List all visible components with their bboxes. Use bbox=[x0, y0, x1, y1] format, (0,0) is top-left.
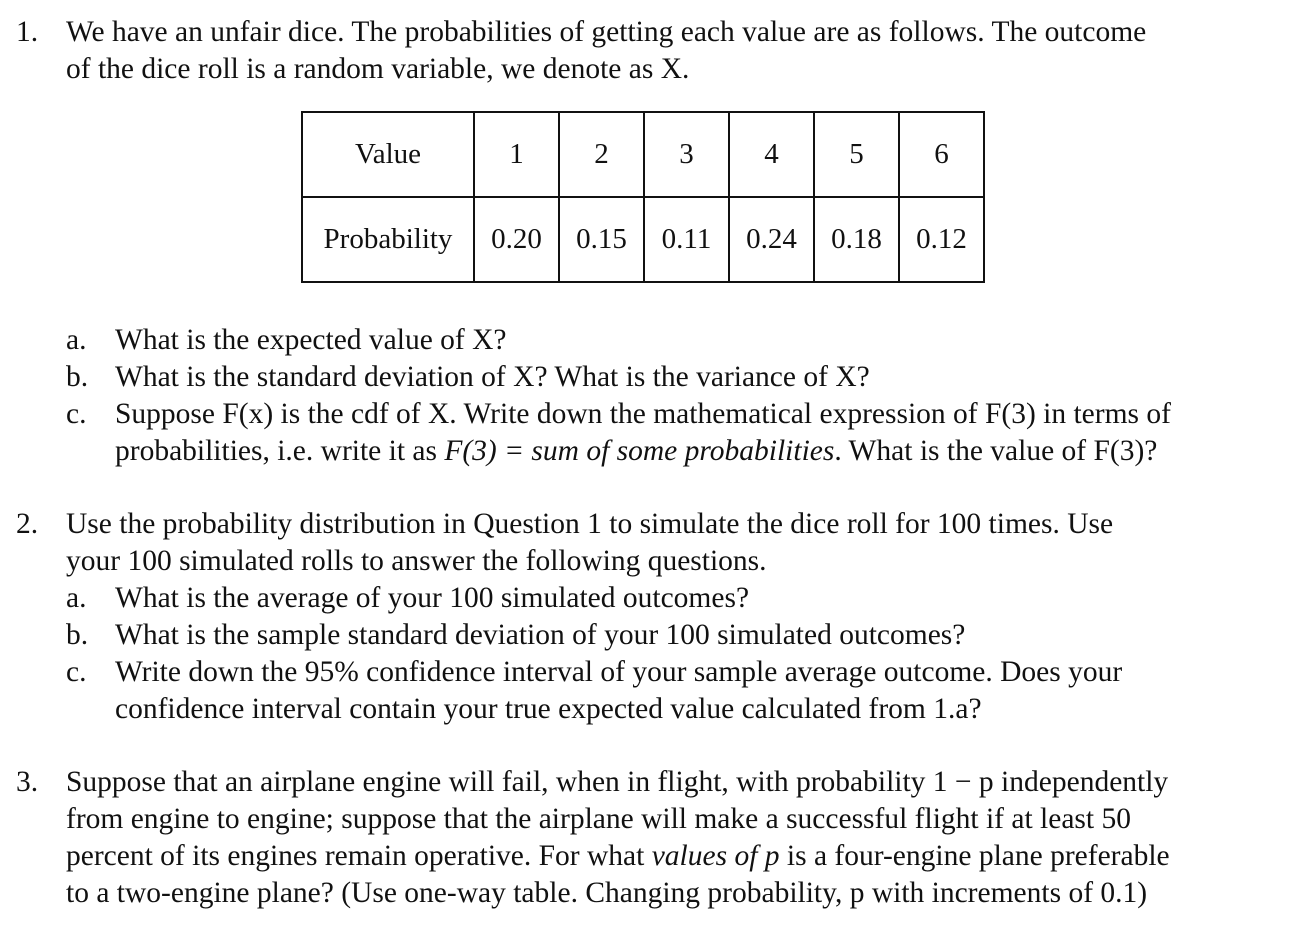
question-2-text bbox=[66, 506, 1296, 580]
question-3-text bbox=[66, 764, 1296, 912]
q1c-formula: F(3) = sum of some probabilities bbox=[444, 435, 835, 467]
q1b-text: What is the standard deviation of X? What is the variance of X? bbox=[115, 361, 870, 393]
table-cell-value: 1 bbox=[474, 112, 559, 197]
q1c-line-2-post: . What is the value of F(3)? bbox=[834, 435, 1158, 467]
question-3-line-4: to a two-engine plane? (Use one-way table. Changing probability, p with increments of 0.1) bbox=[66, 877, 1148, 909]
question-1-text bbox=[66, 14, 1296, 88]
q2a-letter: a. bbox=[66, 582, 87, 614]
question-1-number: 1. bbox=[16, 16, 39, 48]
question-1-line-2: of the dice roll is a random variable, we denote as X. bbox=[66, 53, 690, 85]
table-cell-value: 2 bbox=[559, 112, 644, 197]
q3-line-3-post: is a four-engine plane preferable bbox=[779, 840, 1170, 872]
q2b-letter: b. bbox=[66, 619, 89, 651]
table-header-probability: Probability bbox=[302, 197, 474, 282]
table-cell-probability: 0.15 bbox=[559, 197, 644, 282]
question-2-number: 2. bbox=[16, 508, 39, 540]
question-3-number: 3. bbox=[16, 766, 39, 798]
table-cell-probability: 0.20 bbox=[474, 197, 559, 282]
table-header-value: Value bbox=[302, 112, 474, 197]
table-cell-value: 3 bbox=[644, 112, 729, 197]
q2c-line-2: confidence interval contain your true expected value calculated from 1.a? bbox=[115, 693, 982, 725]
q1c-line-2-pre: probabilities, i.e. write it as bbox=[115, 435, 445, 467]
q2c-text bbox=[115, 654, 1300, 728]
q3-values-of-p: values of p bbox=[651, 840, 780, 872]
q2c-line-1: Write down the 95% confidence interval of your sample average outcome. Does your bbox=[115, 656, 1123, 688]
question-3-line-1: Suppose that an airplane engine will fail, when in flight, with probability 1 − p independently bbox=[66, 766, 1169, 798]
table-cell-value: 5 bbox=[814, 112, 899, 197]
question-3-line-3 bbox=[66, 838, 1296, 875]
table-cell-probability: 0.12 bbox=[899, 197, 984, 282]
q1c-line-2 bbox=[115, 433, 1300, 470]
question-2-line-1: Use the probability distribution in Question 1 to simulate the dice roll for 100 times. Use bbox=[66, 508, 1114, 540]
q3-line-3-pre: percent of its engines remain operative. For what bbox=[66, 840, 652, 872]
q1c-text bbox=[115, 396, 1300, 470]
table-cell-value: 6 bbox=[899, 112, 984, 197]
question-2-line-2: your 100 simulated rolls to answer the following questions. bbox=[66, 545, 767, 577]
question-1-line-1: We have an unfair dice. The probabilities of getting each value are as follows. The outcome bbox=[66, 16, 1147, 48]
table-cell-probability: 0.24 bbox=[729, 197, 814, 282]
q2b-text: What is the sample standard deviation of your 100 simulated outcomes? bbox=[115, 619, 966, 651]
table-row-values bbox=[302, 112, 984, 197]
table-cell-value: 4 bbox=[729, 112, 814, 197]
q1a-text: What is the expected value of X? bbox=[115, 324, 507, 356]
q1c-line-1: Suppose F(x) is the cdf of X. Write down the mathematical expression of F(3) in terms of bbox=[115, 398, 1171, 430]
q2c-letter: c. bbox=[66, 656, 87, 688]
q1a-letter: a. bbox=[66, 324, 87, 356]
probability-table bbox=[301, 111, 985, 283]
question-3-line-2: from engine to engine; suppose that the airplane will make a successful flight if at least 50 bbox=[66, 803, 1131, 835]
q1b-letter: b. bbox=[66, 361, 89, 393]
q2a-text: What is the average of your 100 simulated outcomes? bbox=[115, 582, 750, 614]
table-cell-probability: 0.11 bbox=[644, 197, 729, 282]
table-row-probabilities bbox=[302, 197, 984, 282]
q1c-letter: c. bbox=[66, 398, 87, 430]
table-cell-probability: 0.18 bbox=[814, 197, 899, 282]
